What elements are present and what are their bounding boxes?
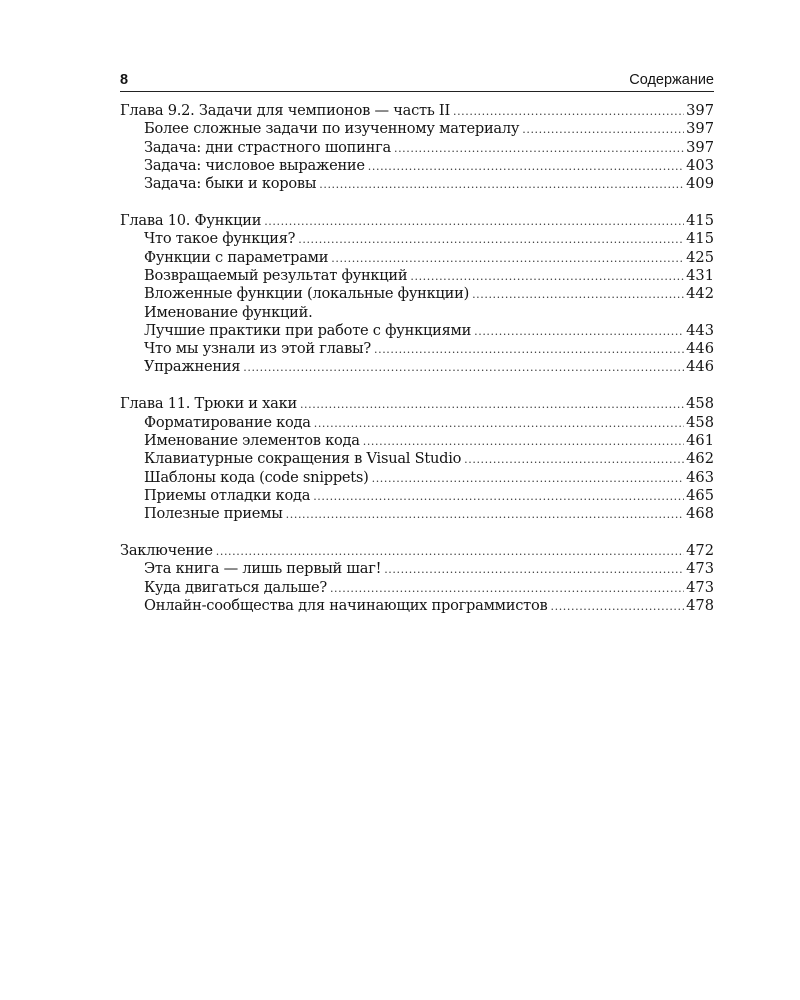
toc-entry[interactable] xyxy=(120,469,714,487)
toc-entry[interactable] xyxy=(120,340,714,358)
toc-entry-page: 415 xyxy=(686,230,714,248)
toc-chapter-entry[interactable] xyxy=(120,542,714,560)
toc-section xyxy=(120,102,714,193)
toc-entry[interactable] xyxy=(120,560,714,578)
toc-entry-page: 468 xyxy=(686,505,714,523)
toc-entry-page: 458 xyxy=(686,395,714,413)
toc-entry[interactable] xyxy=(120,505,714,523)
toc-entry-page: 446 xyxy=(686,340,714,358)
dot-leader xyxy=(410,268,684,286)
dot-leader xyxy=(522,121,684,139)
toc-entry-page: 442 xyxy=(686,285,714,303)
toc-entry-title: Заключение xyxy=(120,542,213,560)
toc-entry-title: Форматирование кода xyxy=(144,413,311,431)
toc-entry-page: 425 xyxy=(686,248,714,266)
toc-section xyxy=(120,212,714,377)
dot-leader xyxy=(216,543,684,561)
toc-entry-page: 443 xyxy=(686,321,714,339)
toc-entry[interactable] xyxy=(120,230,714,248)
toc-entry-title: Эта книга — лишь первый шаг! xyxy=(144,560,382,578)
toc-entry-title: Именование функций. xyxy=(144,303,313,321)
toc-entry-title: Клавиатурные сокращения в Visual Studio xyxy=(144,450,462,468)
toc-entry-page: 397 xyxy=(686,138,714,156)
dot-leader xyxy=(243,359,684,377)
toc-entry-title: Шаблоны кода (code snippets) xyxy=(144,468,369,486)
toc-entry-page: 446 xyxy=(686,358,714,376)
dot-leader xyxy=(298,231,684,249)
toc-entry-title: Что такое функция? xyxy=(144,230,296,248)
toc-entry[interactable] xyxy=(120,487,714,505)
toc-entry-title: Глава 11. Трюки и хаки xyxy=(120,395,297,413)
dot-leader xyxy=(474,323,684,341)
toc-chapter-entry[interactable] xyxy=(120,102,714,120)
toc-entry-title: Упражнения xyxy=(144,358,241,376)
dot-leader xyxy=(472,286,684,304)
running-head: Содержание xyxy=(629,72,714,88)
dot-leader xyxy=(264,213,684,231)
dot-leader xyxy=(372,470,685,488)
toc-entry[interactable] xyxy=(120,322,714,340)
toc-entry-title: Онлайн-сообщества для начинающих программистов xyxy=(144,596,548,614)
toc-entry-title: Приемы отладки кода xyxy=(144,486,311,504)
toc-entry-page: 463 xyxy=(686,468,714,486)
toc-entry-page: 473 xyxy=(686,578,714,596)
dot-leader xyxy=(319,176,684,194)
toc-entry-title: Полезные приемы xyxy=(144,505,283,523)
toc-entry-page: 403 xyxy=(686,156,714,174)
toc-entry-page: 465 xyxy=(686,486,714,504)
toc-entry[interactable] xyxy=(120,304,714,322)
toc-entry[interactable] xyxy=(120,450,714,468)
page-number: 8 xyxy=(120,72,129,88)
toc-entry[interactable] xyxy=(120,249,714,267)
toc-entry-page: 397 xyxy=(686,120,714,138)
toc-entry-page: 431 xyxy=(686,266,714,284)
toc-entry-title: Лучшие практики при работе с функциями xyxy=(144,321,472,339)
toc-entry-title: Более сложные задачи по изученному материалу xyxy=(144,120,520,138)
toc-entry-title: Глава 9.2. Задачи для чемпионов — часть II xyxy=(120,102,450,119)
dot-leader xyxy=(464,451,684,469)
table-of-contents xyxy=(120,102,714,634)
toc-entry-title: Задача: дни страстного шопинга xyxy=(144,138,391,156)
toc-entry-title: Именование элементов кода xyxy=(144,431,360,449)
toc-entry-title: Что мы узнали из этой главы? xyxy=(144,340,371,358)
toc-entry[interactable] xyxy=(120,120,714,138)
toc-entry[interactable] xyxy=(120,267,714,285)
toc-entry[interactable] xyxy=(120,579,714,597)
toc-chapter-entry[interactable] xyxy=(120,212,714,230)
toc-entry-title: Вложенные функции (локальные функции) xyxy=(144,285,470,303)
dot-leader xyxy=(453,103,684,121)
toc-entry-title: Задача: быки и коровы xyxy=(144,175,317,193)
toc-entry[interactable] xyxy=(120,139,714,157)
toc-entry-page: 397 xyxy=(686,102,714,119)
toc-entry-page: 462 xyxy=(686,450,714,468)
toc-entry-page: 473 xyxy=(686,560,714,578)
page-header xyxy=(120,72,714,92)
toc-entry[interactable] xyxy=(120,175,714,193)
toc-entry-title: Глава 10. Функции xyxy=(120,212,262,230)
toc-entry[interactable] xyxy=(120,358,714,376)
dot-leader xyxy=(300,396,684,414)
dot-leader xyxy=(374,341,684,359)
toc-entry-page: 409 xyxy=(686,175,714,193)
dot-leader xyxy=(394,140,684,158)
toc-entry-title: Куда двигаться дальше? xyxy=(144,578,327,596)
toc-entry[interactable] xyxy=(120,432,714,450)
toc-chapter-entry[interactable] xyxy=(120,395,714,413)
toc-entry[interactable] xyxy=(120,414,714,432)
toc-entry[interactable] xyxy=(120,285,714,303)
dot-leader xyxy=(363,433,684,451)
toc-entry-page: 458 xyxy=(686,413,714,431)
toc-entry-page: 472 xyxy=(686,542,714,560)
dot-leader xyxy=(313,488,684,506)
dot-leader xyxy=(330,580,684,598)
toc-entry-title: Функции с параметрами xyxy=(144,248,329,266)
toc-section xyxy=(120,542,714,615)
toc-entry-page: 415 xyxy=(686,212,714,230)
dot-leader xyxy=(314,415,684,433)
dot-leader xyxy=(551,598,685,616)
toc-entry[interactable] xyxy=(120,157,714,175)
toc-entry[interactable] xyxy=(120,597,714,615)
toc-section xyxy=(120,395,714,523)
dot-leader xyxy=(286,506,684,524)
toc-entry-page: 478 xyxy=(686,596,714,614)
toc-entry-title: Задача: числовое выражение xyxy=(144,156,365,174)
dot-leader xyxy=(331,250,684,268)
dot-leader xyxy=(384,561,684,579)
toc-entry-page: 461 xyxy=(686,431,714,449)
dot-leader xyxy=(368,158,684,176)
toc-entry-title: Возвращаемый результат функций xyxy=(144,266,408,284)
